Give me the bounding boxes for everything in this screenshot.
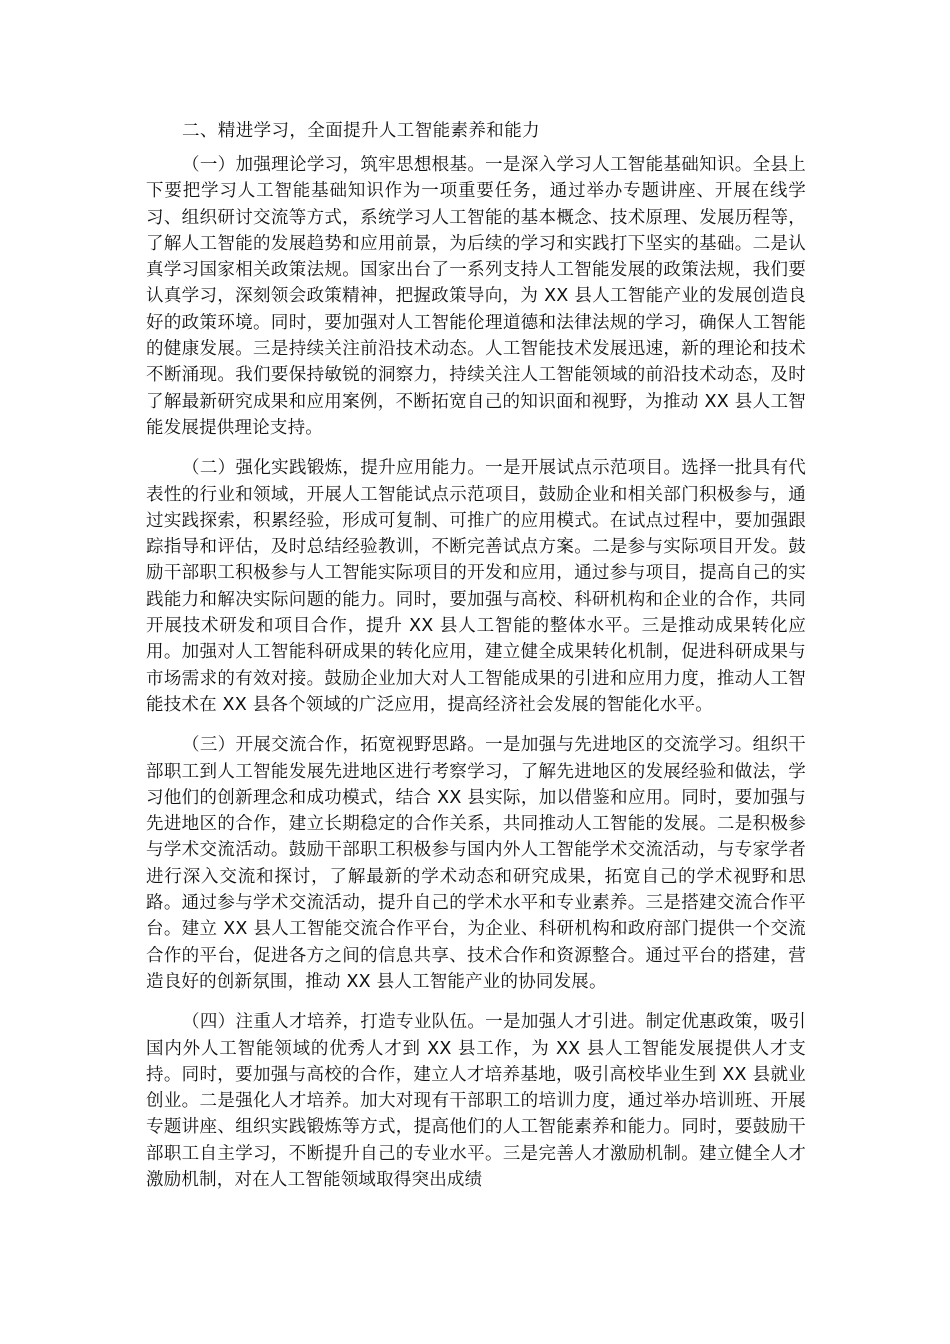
paragraph-talent: （四）注重人才培养，打造专业队伍。一是加强人才引进。制定优惠政策，吸引国内外人工智能领域的优秀人才到 XX 县工作，为 XX 县人工智能发展提供人才支持。同时，要加强与高校的合作，建立人才培养基地，吸引高校毕业生到 XX 县就业创业。二是强化人才培养。加大对现有干部职工的培训力度，通过举办培训班、开展专题讲座、组织实践锻炼等方式，提高他们的人工智能素养和能力。同时，要鼓励干部职工自主学习，不断提升自己的专业水平。三是完善人才激励机制。建立健全人才激励机制，对在人工智能领域取得突出成绩	[146, 1012, 806, 1190]
paragraph-practice: （二）强化实践锻炼，提升应用能力。一是开展试点示范项目。选择一批具有代表性的行业和领域，开展人工智能试点示范项目，鼓励企业和相关部门积极参与，通过实践探索，积累经验，形成可复制、可推广的应用模式。在试点过程中，要加强跟踪指导和评估，及时总结经验教训，不断完善试点方案。二是参与实际项目开发。鼓励干部职工积极参与人工智能实际项目的开发和应用，通过参与项目，提高自己的实践能力和解决实际问题的能力。同时，要加强与高校、科研机构和企业的合作，共同开展技术研发和项目合作，提升 XX 县人工智能的整体水平。三是推动成果转化应用。加强对人工智能科研成果的转化应用，建立健全成果转化机制，促进科研成果与市场需求的有效对接。鼓励企业加大对人工智能成果的引进和应用力度，推动人工智能技术在 XX 县各个领域的广泛应用，提高经济社会发展的智能化水平。	[146, 458, 806, 715]
document-page	[146, 118, 806, 1207]
paragraph-theory-study: （一）加强理论学习，筑牢思想根基。一是深入学习人工智能基础知识。全县上下要把学习人工智能基础知识作为一项重要任务，通过举办专题讲座、开展在线学习、组织研讨交流等方式，系统学习人工智能的基本概念、技术原理、发展历程等，了解人工智能的发展趋势和应用前景，为后续的学习和实践打下坚实的基础。二是认真学习国家相关政策法规。国家出台了一系列支持人工智能发展的政策法规，我们要认真学习，深刻领会政策精神，把握政策导向，为 XX 县人工智能产业的发展创造良好的政策环境。同时，要加强对人工智能伦理道德和法律法规的学习，确保人工智能的健康发展。三是持续关注前沿技术动态。人工智能技术发展迅速，新的理论和技术不断涌现。我们要保持敏锐的洞察力，持续关注人工智能领域的前沿技术动态，及时了解最新研究成果和应用案例，不断拓宽自己的知识面和视野，为推动 XX 县人工智能发展提供理论支持。	[146, 155, 806, 438]
section-heading: 二、精进学习，全面提升人工智能素养和能力	[182, 121, 540, 141]
paragraph-exchange: （三）开展交流合作，拓宽视野思路。一是加强与先进地区的交流学习。组织干部职工到人工智能发展先进地区进行考察学习，了解先进地区的发展经验和做法，学习他们的创新理念和成功模式，结合 XX 县实际，加以借鉴和应用。同时，要加强与先进地区的合作，建立长期稳定的合作关系，共同推动人工智能的发展。二是积极参与学术交流活动。鼓励干部职工积极参与国内外人工智能学术交流活动，与专家学者进行深入交流和探讨，了解最新的学术动态和研究成果，拓宽自己的学术视野和思路。通过参与学术交流活动，提升自己的学术水平和专业素养。三是搭建交流合作平台。建立 XX 县人工智能交流合作平台，为企业、科研机构和政府部门提供一个交流合作的平台，促进各方之间的信息共享、技术合作和资源整合。通过平台的搭建，营造良好的创新氛围，推动 XX 县人工智能产业的协同发展。	[146, 735, 806, 992]
